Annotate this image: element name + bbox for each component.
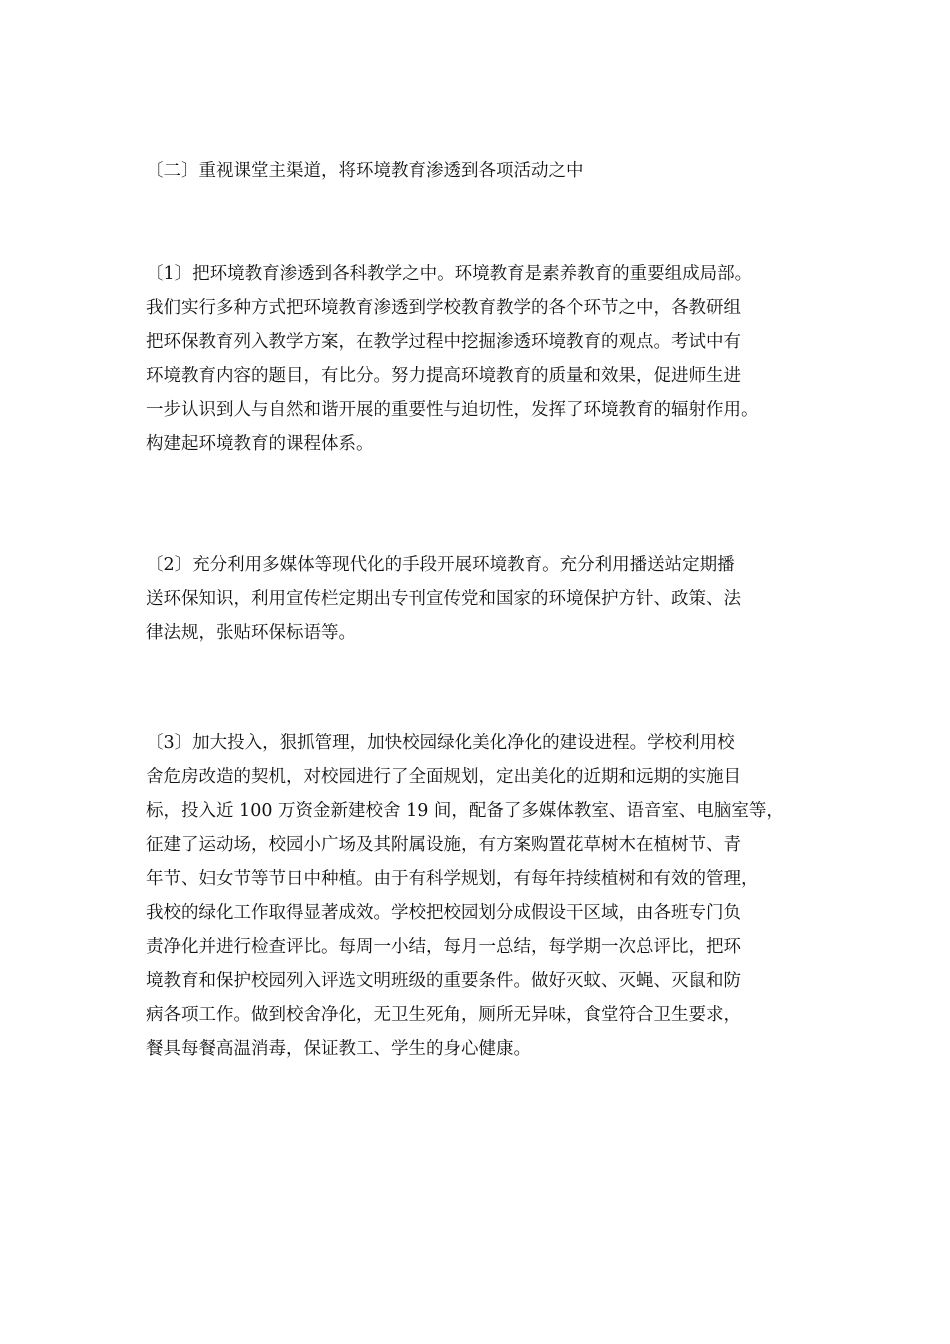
paragraph-line: 我校的绿化工作取得显著成效。学校把校园划分成假设干区域，由各班专门负: [146, 903, 741, 923]
paragraph-line: 送环保知识，利用宣传栏定期出专刊宣传党和国家的环境保护方针、政策、法: [146, 589, 741, 609]
paragraph-line: 〔1〕把环境教育渗透到各科教学之中。环境教育是素养教育的重要组成局部。: [146, 264, 753, 284]
paragraph-line: 餐具每餐高温消毒，保证教工、学生的身心健康。: [146, 1039, 531, 1059]
section-heading: 〔二〕重视课堂主渠道，将环境教育渗透到各项活动之中: [146, 161, 584, 181]
paragraph-line: 年节、妇女节等节日中种植。由于有科学规划，有每年持续植树和有效的管理，: [146, 869, 759, 889]
paragraph-line: 舍危房改造的契机，对校园进行了全面规划，定出美化的近期和远期的实施目: [146, 767, 741, 787]
paragraph-3: [146, 726, 826, 1066]
paragraph-line: 病各项工作。做到校舍净化，无卫生死角，厕所无异味，食堂符合卫生要求，: [146, 1005, 741, 1025]
paragraph-2: [146, 548, 826, 650]
paragraph-1: [146, 257, 826, 461]
paragraph-line: 构建起环境教育的课程体系。: [146, 434, 374, 454]
paragraph-line: 征建了运动场，校园小广场及其附属设施，有方案购置花草树木在植树节、青: [146, 835, 741, 855]
paragraph-line: 环境教育内容的题目，有比分。努力提高环境教育的质量和效果，促进师生进: [146, 366, 741, 386]
paragraph-line: 一步认识到人与自然和谐开展的重要性与迫切性，发挥了环境教育的辐射作用。: [146, 400, 759, 420]
paragraph-line: 〔3〕加大投入，狠抓管理，加快校园绿化美化净化的建设进程。学校利用校: [146, 733, 735, 753]
paragraph-line: 律法规，张贴环保标语等。: [146, 623, 356, 643]
paragraph-line: 境教育和保护校园列入评选文明班级的重要条件。做好灭蚊、灭蝇、灭鼠和防: [146, 971, 741, 991]
paragraph-line: 标，投入近 100 万资金新建校舍 19 间，配备了多媒体教室、语音室、电脑室等，: [146, 801, 784, 821]
paragraph-line: 把环保教育列入教学方案，在教学过程中挖掘渗透环境教育的观点。考试中有: [146, 332, 741, 352]
paragraph-line: 〔2〕充分利用多媒体等现代化的手段开展环境教育。充分利用播送站定期播: [146, 555, 735, 575]
paragraph-line: 我们实行多种方式把环境教育渗透到学校教育教学的各个环节之中，各教研组: [146, 298, 741, 318]
paragraph-line: 责净化并进行检查评比。每周一小结，每月一总结，每学期一次总评比，把环: [146, 937, 741, 957]
